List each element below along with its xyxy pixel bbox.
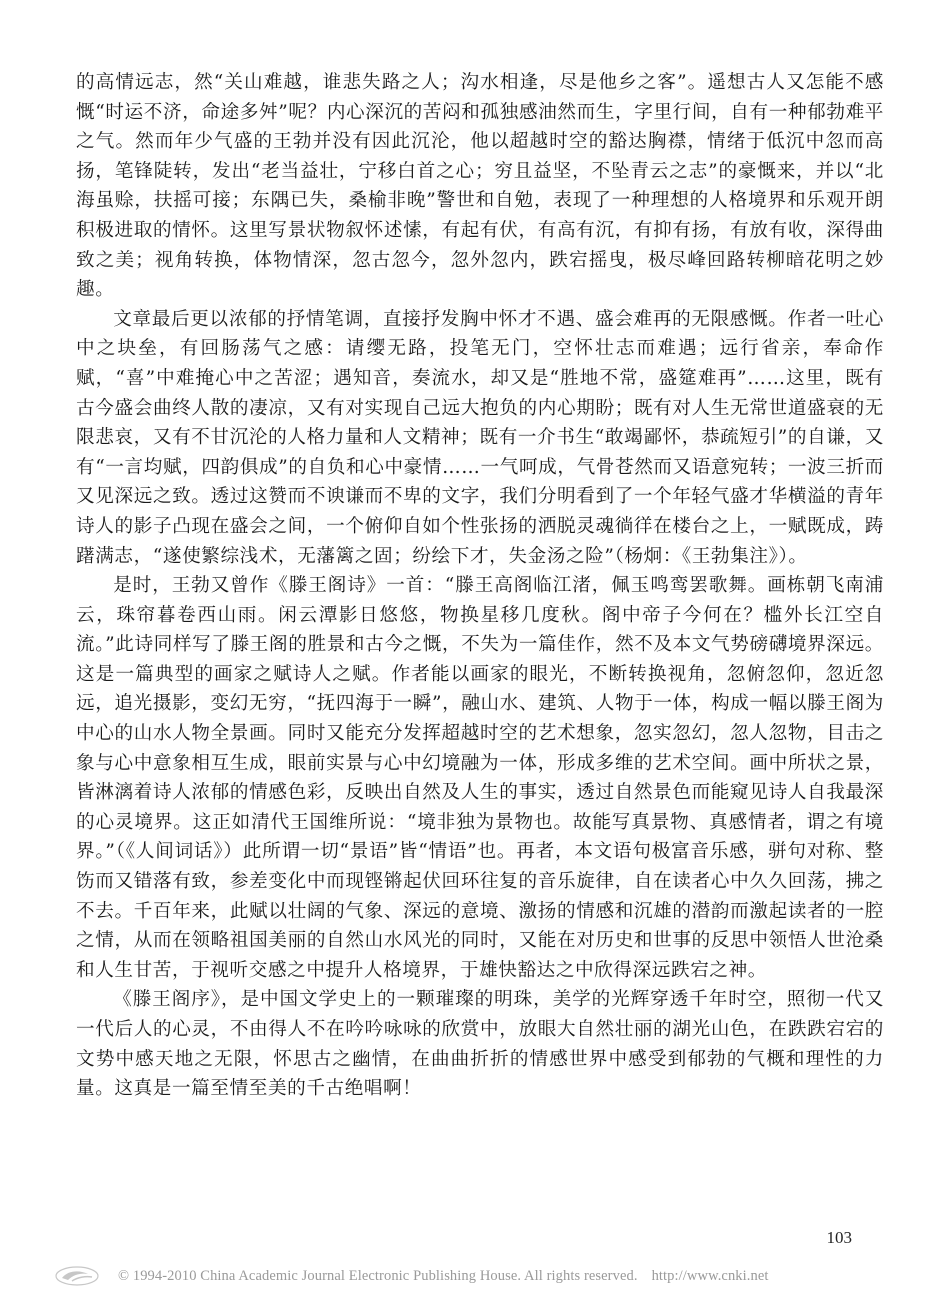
page-footer bbox=[0, 1256, 950, 1300]
paragraph-2: 文章最后更以浓郁的抒情笔调，直接抒发胸中怀才不遇、盛会难再的无限感慨。作者一吐心中之块垒，有回肠荡气之感：请缨无路，投笔无门，空怀壮志而难遇；远行省亲，奉命作赋，“喜”中难掩心中之苦涩；遇知音，奏流水，却又是“胜地不常，盛筵难再”……这里，既有古今盛会曲终人散的凄凉，又有对实现自己远大抱负的内心期盼；既有对人生无常世道盛衰的无限悲哀，又有不甘沉沦的人格力量和人文精神；既有一介书生“敢竭鄙怀，恭疏短引”的自谦，又有“一言均赋，四韵俱成”的自负和心中豪情……一气呵成，气骨苍然而又语意宛转；一波三折而又见深远之致。透过这赞而不谀谦而不卑的文字，我们分明看到了一个年轻气盛才华横溢的青年诗人的影子凸现在盛会之间，一个俯仰自如个性张扬的洒脱灵魂徜徉在楼台之上，一赋既成，踌躇满志，“遂使繁综浅术，无藩篱之固；纷绘下才，失金汤之险”（杨炯：《王勃集注》）。 bbox=[76, 308, 884, 567]
paragraph-3: 是时，王勃又曾作《滕王阁诗》一首：“滕王高阁临江渚，佩玉鸣鸾罢歌舞。画栋朝飞南浦云，珠帘暮卷西山雨。闲云潭影日悠悠，物换星移几度秋。阁中帝子今何在？槛外长江空自流。”此诗同样写了滕王阁的胜景和古今之慨，不失为一篇佳作，然不及本文气势磅礴境界深远。这是一篇典型的画家之赋诗人之赋。作者能以画家的眼光，不断转换视角，忽俯忽仰，忽近忽远，追光摄影，变幻无穷，“抚四海于一瞬”，融山水、建筑、人物于一体，构成一幅以滕王阁为中心的山水人物全景画。同时又能充分发挥超越时空的艺术想象，忽实忽幻，忽人忽物，目击之象与心中意象相互生成，眼前实景与心中幻境融为一体，形成多维的艺术空间。画中所状之景，皆淋漓着诗人浓郁的情感色彩，反映出自然及人生的事实，透过自然景色而能窥见诗人自我最深的心灵境界。这正如清代王国维所说：“境非独为景物也。故能写真景物、真感情者，谓之有境界。”（《人间词话》）此所谓一切“景语”皆“情语”也。再者，本文语句极富音乐感，骈句对称、整饬而又错落有致，参差变化中而现铿锵起伏回环往复的音乐旋律，自在读者心中久久回荡，拂之不去。千百年来，此赋以壮阔的气象、深远的意境、激扬的情感和沉雄的潜韵而激起读者的一腔之情，从而在领略祖国美丽的自然山水风光的同时，又能在对历史和世事的反思中领悟人世沧桑和人生甘苦，于视听交感之中提升人格境界，于雄快豁达之中欣得深远跌宕之神。 bbox=[76, 575, 884, 981]
page-number: 103 bbox=[826, 1228, 852, 1247]
cnki-logo-icon bbox=[54, 1264, 100, 1288]
footer-copyright: © 1994-2010 China Academic Journal Electronic Publishing House. All rights reserved. bbox=[118, 1268, 638, 1284]
paragraph-4: 《滕王阁序》，是中国文学史上的一颗璀璨的明珠，美学的光辉穿透千年时空，照彻一代又一代后人的心灵，不由得人不在吟吟咏咏的欣赏中，放眼大自然壮丽的湖光山色，在跌跌宕宕的文势中感天地之无限，怀思古之幽情，在曲曲折折的情感世界中感受到郁勃的气概和理性的力量。这真是一篇至情至美的千古绝唱啊！ bbox=[76, 989, 884, 1100]
paragraph-1: 的高情远志，然“关山难越，谁悲失路之人；沟水相逢，尽是他乡之客”。遥想古人又怎能不感慨“时运不济，命途多舛”呢？内心深沉的苦闷和孤独感油然而生，字里行间，自有一种郁勃难平之气。然而年少气盛的王勃并没有因此沉沦，他以超越时空的豁达胸襟，情绪于低沉中忽而高扬，笔锋陡转，发出“老当益壮，宁移白首之心；穷且益坚，不坠青云之志”的豪慨来，并以“北海虽赊，扶摇可接；东隅已失，桑榆非晚”警世和自勉，表现了一种理想的人格境界和乐观开朗积极进取的情怀。这里写景状物叙怀述愫，有起有伏，有高有沉，有抑有扬，有放有收，深得曲致之美；视角转换，体物情深，忽古忽今，忽外忽内，跌宕摇曳，极尽峰回路转柳暗花明之妙趣。 bbox=[76, 72, 884, 301]
article-body bbox=[76, 68, 884, 1104]
footer-text bbox=[118, 1268, 769, 1285]
footer-url-link[interactable]: http://www.cnki.net bbox=[651, 1268, 769, 1284]
